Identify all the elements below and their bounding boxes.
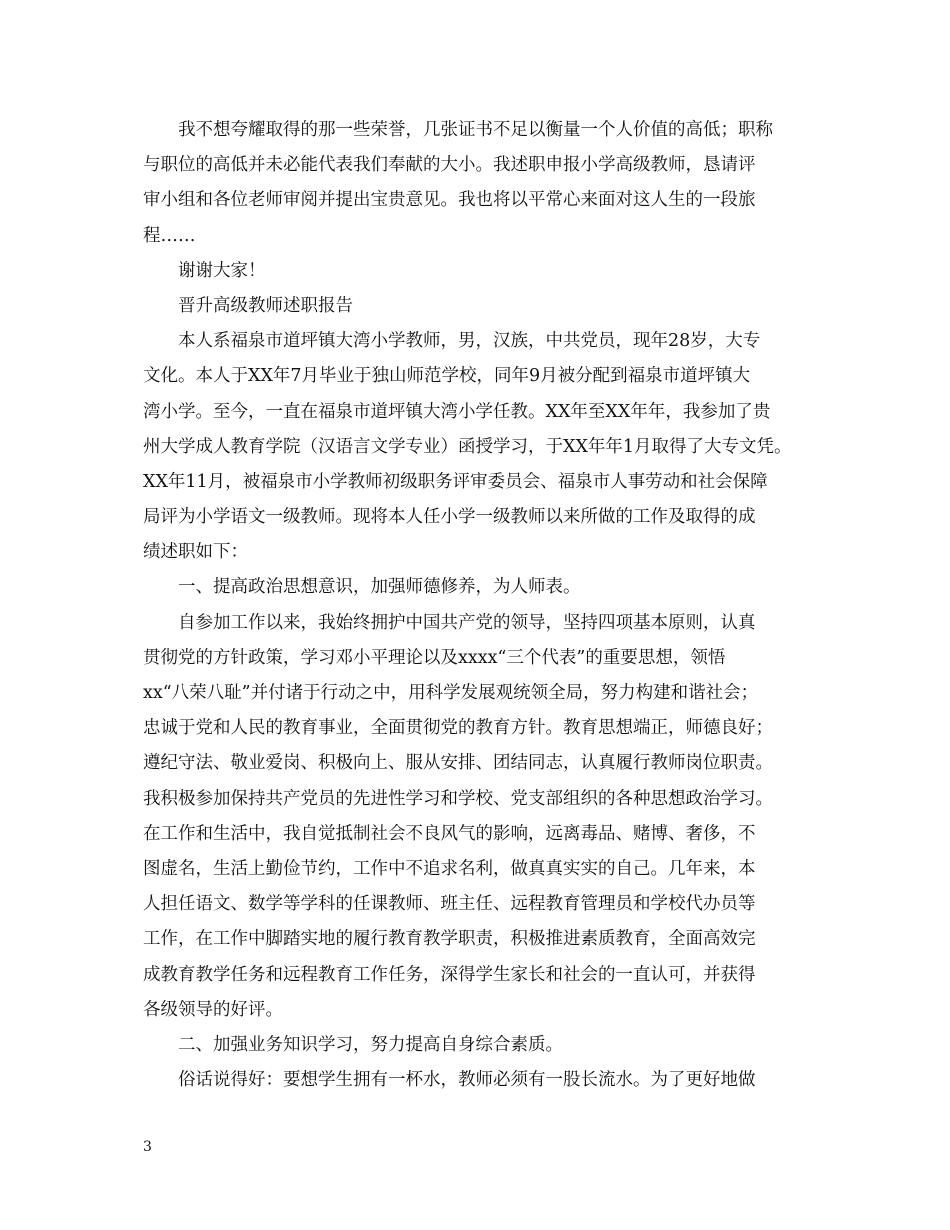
page-number: 3	[143, 1139, 152, 1155]
section-1-line-3: xx“八荣八耻”并付诸于行动之中，用科学发展观统领全局，努力构建和谐社会；	[143, 683, 759, 703]
section-1-line-2: 贯彻党的方针政策，学习邓小平理论以及xxxx“三个代表”的重要思想，领悟	[143, 647, 726, 668]
report-title: 晋升高级教师述职报告	[178, 295, 353, 316]
intro-line-6: 局评为小学语文一级教师。现将本人任小学一级教师以来所做的工作及取得的成	[143, 507, 756, 528]
paragraph-honors-line-2: 与职位的高低并未必能代表我们奉献的大小。我述职申报小学高级教师，恳请评	[143, 155, 756, 176]
section-1-line-11: 成教育教学任务和远程教育工作任务，深得学生家长和社会的一直认可，并获得	[143, 964, 756, 985]
section-1-line-8: 图虚名，生活上勤俭节约，工作中不追求名利，做真真实实的自己。几年来，本	[143, 858, 756, 879]
section-1-line-9: 人担任语文、数学等学科的任课教师、班主任、远程教育管理员和学校代办员等	[143, 894, 756, 915]
section-1-line-12: 各级领导的好评。	[143, 999, 283, 1020]
paragraph-honors-line-4: 程……	[143, 225, 196, 246]
section-1-line-7: 在工作和生活中，我自觉抵制社会不良风气的影响，远离毒品、赌博、奢侈，不	[143, 823, 756, 844]
intro-line-5: XX年11月，被福泉市小学教师初级职务评审委员会、福泉市人事劳动和社会保障	[143, 471, 768, 492]
intro-line-4: 州大学成人教育学院（汉语言文学专业）函授学习，于XX年年1月取得了大专文凭。	[143, 436, 792, 457]
paragraph-honors-line-1: 我不想夸耀取得的那一些荣誉，几张证书不足以衡量一个人价值的高低；职称	[178, 120, 773, 140]
intro-line-1: 本人系福泉市道坪镇大湾小学教师，男，汉族，中共党员，现年28岁，大专	[178, 331, 761, 352]
section-2-line-1: 俗话说得好：要想学生拥有一杯水，教师必须有一股长流水。为了更好地做	[178, 1070, 756, 1091]
intro-line-3: 湾小学。至今，一直在福泉市道坪镇大湾小学任教。XX年至XX年年，我参加了贵	[143, 401, 771, 422]
section-heading-2: 二、加强业务知识学习，努力提高自身综合素质。	[178, 1034, 563, 1055]
section-1-line-5: 遵纪守法、敬业爱岗、积极向上、服从安排、团结同志，认真履行教师岗位职责。	[143, 753, 773, 774]
document-body	[143, 113, 808, 1098]
thanks-line: 谢谢大家！	[178, 260, 266, 281]
section-1-line-6: 我积极参加保持共产党员的先进性学习和学校、党支部组织的各种思想政治学习。	[143, 788, 773, 809]
intro-line-7: 绩述职如下：	[143, 542, 248, 563]
paragraph-honors-line-3: 审小组和各位老师审阅并提出宝贵意见。我也将以平常心来面对这人生的一段旅	[143, 190, 756, 211]
section-1-line-10: 工作，在工作中脚踏实地的履行教育教学职责，积极推进素质教育，全面高效完	[143, 929, 756, 950]
section-1-line-4: 忠诚于党和人民的教育事业，全面贯彻党的教育方针。教育思想端正，师德良好；	[143, 718, 773, 739]
section-1-line-1: 自参加工作以来，我始终拥护中国共产党的领导，坚持四项基本原则，认真	[178, 612, 756, 633]
section-heading-1: 一、提高政治思想意识，加强师德修养，为人师表。	[178, 577, 581, 598]
intro-line-2: 文化。本人于XX年7月毕业于独山师范学校，同年9月被分配到福泉市道坪镇大	[143, 366, 751, 387]
